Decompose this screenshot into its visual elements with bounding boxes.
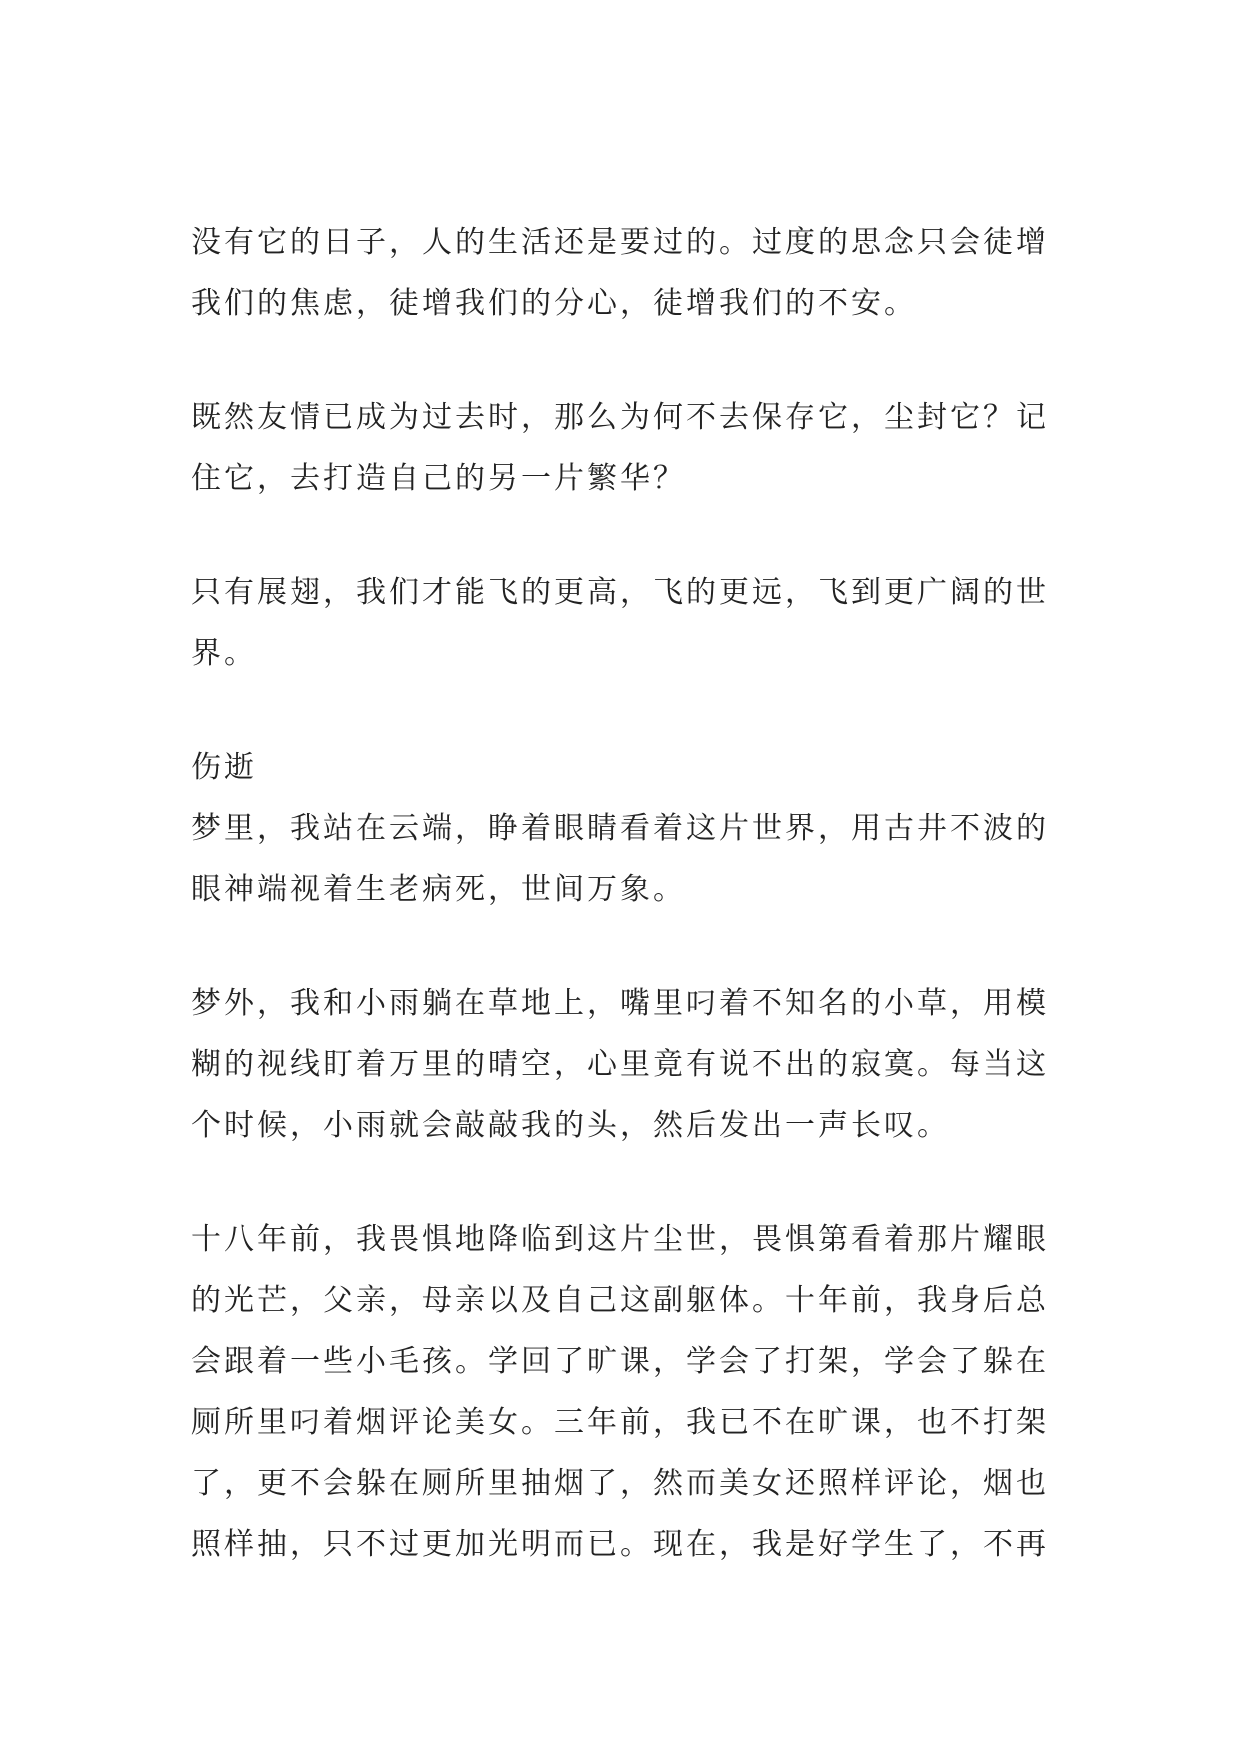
paragraph-5 <box>191 973 1061 1156</box>
text-line: 住它，去打造自己的另一片繁华？ <box>191 461 686 496</box>
paragraph-gap <box>191 920 1061 973</box>
text-line: 界。 <box>191 636 257 671</box>
text-line: 的光芒，父亲，母亲以及自己这副躯体。十年前，我身后总 <box>191 1283 1049 1318</box>
text-line: 眼神端视着生老病死，世间万象。 <box>191 872 686 907</box>
text-line: 了，更不会躲在厕所里抽烟了，然而美女还照样评论，烟也 <box>191 1466 1049 1501</box>
text-line: 梦里，我站在云端，睁着眼睛看着这片世界，用古井不波的 <box>191 811 1049 846</box>
text-line: 厕所里叼着烟评论美女。三年前，我已不在旷课，也不打架 <box>191 1405 1049 1440</box>
text-line: 十八年前，我畏惧地降临到这片尘世，畏惧第看着那片耀眼 <box>191 1222 1049 1257</box>
paragraph-3 <box>191 562 1061 684</box>
text-line: 个时候，小雨就会敲敲我的头，然后发出一声长叹。 <box>191 1108 950 1143</box>
paragraph-2 <box>191 387 1061 509</box>
paragraph-6 <box>191 1209 1061 1575</box>
text-line: 照样抽，只不过更加光明而已。现在，我是好学生了，不再 <box>191 1527 1049 1562</box>
text-line: 会跟着一些小毛孩。学回了旷课，学会了打架，学会了躲在 <box>191 1344 1049 1379</box>
text-line: 没有它的日子，人的生活还是要过的。过度的思念只会徒增 <box>191 225 1049 260</box>
text-line: 只有展翅，我们才能飞的更高，飞的更远，飞到更广阔的世 <box>191 575 1049 610</box>
text-line: 既然友情已成为过去时，那么为何不去保存它，尘封它？记 <box>191 400 1049 435</box>
text-line: 我们的焦虑，徒增我们的分心，徒增我们的不安。 <box>191 286 917 321</box>
text-line: 糊的视线盯着万里的晴空，心里竟有说不出的寂寞。每当这 <box>191 1047 1049 1082</box>
paragraph-gap <box>191 334 1061 387</box>
paragraph-gap <box>191 509 1061 562</box>
paragraph-4 <box>191 737 1061 920</box>
paragraph-gap <box>191 684 1061 737</box>
paragraph-1 <box>191 212 1061 334</box>
document-body <box>191 212 1061 1575</box>
section-heading: 伤逝 <box>191 750 257 785</box>
text-line: 梦外，我和小雨躺在草地上，嘴里叼着不知名的小草，用模 <box>191 986 1049 1021</box>
paragraph-gap <box>191 1156 1061 1209</box>
